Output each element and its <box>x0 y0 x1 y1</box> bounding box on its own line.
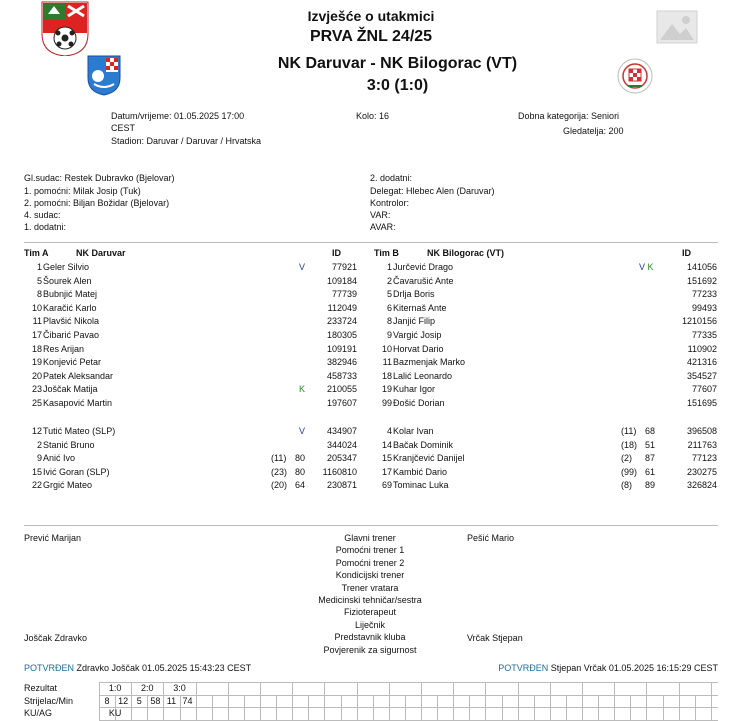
player-number: 10 <box>31 302 42 313</box>
player-number: 2 <box>386 275 392 286</box>
grid-line <box>324 682 325 720</box>
scorer-number-cell: 5 <box>136 696 142 706</box>
sub-minute: 87 <box>645 453 656 464</box>
player-name: Šourek Alen <box>43 275 92 286</box>
player-number: 17 <box>31 330 42 340</box>
player-row <box>374 315 717 328</box>
sub-replaced: (20) <box>271 480 288 491</box>
player-row <box>24 370 357 383</box>
player-id: 112049 <box>327 302 357 313</box>
player-number: 14 <box>381 439 392 450</box>
staff-role-label: Fizioterapeut <box>343 607 397 618</box>
grid-line <box>228 682 229 720</box>
scoring-label-result: Rezultat <box>24 683 58 693</box>
player-name: Konjević Petar <box>43 357 102 368</box>
player-id: 233724 <box>326 316 357 327</box>
player-number: 99 <box>381 398 392 408</box>
scorer-number-cell: 8 <box>104 696 110 706</box>
grid-line <box>341 695 342 720</box>
team-a-club-rep: Joščak Zdravko <box>24 633 88 643</box>
player-name: Kiternaš Ante <box>393 302 447 313</box>
player-name: Grgić Mateo <box>43 480 93 491</box>
player-name: Geler Silvio <box>43 262 90 272</box>
scoring-label-scorer: Strijelac/Min <box>24 696 74 706</box>
player-number: 6 <box>386 302 392 313</box>
player-number: 9 <box>386 330 392 340</box>
player-number: 19 <box>31 357 42 368</box>
player-number: 11 <box>382 357 392 368</box>
player-row <box>374 302 717 315</box>
player-row <box>24 288 357 301</box>
grid-line <box>711 682 712 720</box>
player-row <box>374 343 717 356</box>
player-id: 77123 <box>691 453 717 464</box>
scorer-minute-cell: 74 <box>182 696 193 706</box>
player-id: 421316 <box>686 357 717 368</box>
sub-replaced: (2) <box>621 453 632 464</box>
player-number: 10 <box>381 343 392 354</box>
staff-role-label: Kondicijski trener <box>335 570 405 581</box>
grid-line <box>244 695 245 720</box>
confirm-text: Zdravko Joščak 01.05.2025 15:43:23 CEST <box>76 663 252 673</box>
document-title: Izvješće o utakmici <box>307 8 435 24</box>
team-a-head-coach: Prević Marijan <box>24 533 82 543</box>
player-id: 110902 <box>687 343 717 354</box>
team-b-confirmation <box>498 662 718 675</box>
player-name: Plavšić Nikola <box>43 316 100 327</box>
player-row <box>24 397 357 410</box>
result-cell: 1:0 <box>108 683 122 693</box>
official-additional-1: 1. dodatni: <box>24 222 67 232</box>
player-name: Tutić Mateo (SLP) <box>43 426 116 436</box>
player-number: 22 <box>31 480 42 491</box>
player-row <box>374 356 717 369</box>
player-name: Ivić Goran (SLP) <box>43 466 110 477</box>
grid-line <box>550 682 551 720</box>
player-row <box>374 275 717 288</box>
grid-line <box>405 695 406 720</box>
team-b-label: Tim B <box>374 248 399 258</box>
team-b-club-rep: Vrčak Stjepan <box>467 633 523 643</box>
player-number: 4 <box>386 426 392 436</box>
player-number: 19 <box>381 384 392 395</box>
player-number: 18 <box>31 343 42 354</box>
player-name: Karačić Karlo <box>43 302 97 313</box>
player-number: 8 <box>386 316 392 327</box>
staff-role-label: Predstavnik kluba <box>334 632 406 643</box>
scorer-minute-cell: 12 <box>118 696 129 706</box>
grid-line <box>598 695 599 720</box>
player-number: 8 <box>36 289 42 300</box>
grid-line <box>212 695 213 720</box>
age-category: Dobna kategorija: Seniori <box>518 111 620 121</box>
player-row <box>24 315 357 328</box>
sub-row <box>24 425 357 438</box>
player-number: 17 <box>381 466 392 477</box>
player-badge: V <box>299 262 306 272</box>
player-number: 5 <box>36 275 42 286</box>
grid-line <box>502 695 503 720</box>
sub-row <box>374 439 717 452</box>
player-id: 197607 <box>326 398 357 408</box>
player-number: 25 <box>31 398 42 408</box>
grid-line <box>582 682 583 720</box>
player-row <box>374 397 717 410</box>
sub-replaced: (99) <box>621 466 638 477</box>
player-id: 210055 <box>326 384 357 395</box>
sub-row <box>374 452 717 465</box>
player-name: Vargić Josip <box>393 330 442 340</box>
grid-line <box>453 682 454 720</box>
grid-line <box>534 695 535 720</box>
player-id: 77739 <box>331 289 357 300</box>
grid-line <box>357 682 358 720</box>
staff-role-label: Pomoćni trener 2 <box>335 557 405 568</box>
grid-line <box>421 682 422 720</box>
player-badge: K <box>299 384 306 395</box>
sub-minute: 80 <box>295 466 306 477</box>
player-id: 354527 <box>686 370 717 381</box>
player-number: 2 <box>36 439 42 450</box>
sub-row <box>24 439 357 452</box>
grid-line <box>276 695 277 720</box>
player-id: 230275 <box>686 466 717 477</box>
team-b-id-header: ID <box>682 248 691 258</box>
player-badge: V <box>299 426 306 436</box>
player-id: 1210156 <box>681 316 717 327</box>
staff-role-label: Povjerenik za sigurnost <box>323 644 417 655</box>
player-name: Kuhar Igor <box>393 384 436 395</box>
grid-line <box>485 682 486 720</box>
player-id: 180305 <box>326 330 357 340</box>
grid-line <box>260 682 261 720</box>
official-assistant-1: 1. pomoćni: Milak Josip (Tuk) <box>24 186 141 196</box>
player-name: Tominac Luka <box>393 480 449 491</box>
confirm-status: POTVRĐEN <box>24 663 75 673</box>
player-row <box>374 288 717 301</box>
player-row <box>24 343 357 356</box>
scorer-minute-cell: 58 <box>150 696 161 706</box>
player-id: 205347 <box>326 453 357 464</box>
player-id: 77607 <box>691 384 717 395</box>
sub-row <box>24 479 357 492</box>
team-a-confirmation <box>24 662 251 675</box>
player-row <box>374 329 717 342</box>
official-additional-2: 2. dodatni: <box>370 173 413 183</box>
player-name: Joščak Matija <box>43 384 98 395</box>
official-controller: Kontrolor: <box>370 198 410 208</box>
player-name: Jurčević Drago <box>393 262 454 272</box>
grid-line <box>646 682 647 720</box>
scoring-label-ku: KU/AG <box>24 708 53 718</box>
sub-row <box>24 466 357 479</box>
player-number: 23 <box>31 384 42 395</box>
grid-line <box>566 695 567 720</box>
match-score: 3:0 (1:0) <box>366 77 429 94</box>
grid-line <box>99 707 718 708</box>
player-name: Anić Ivo <box>43 453 76 464</box>
captain-k-badge: K <box>647 262 654 272</box>
grid-line <box>614 682 615 720</box>
player-name: Res Arijan <box>43 343 85 354</box>
player-number: 15 <box>381 453 392 464</box>
confirm-text: Stjepan Vrčak 01.05.2025 16:15:29 CEST <box>550 663 718 673</box>
sub-replaced: (11) <box>621 426 637 436</box>
staff-role-label: Trener vratara <box>341 582 399 593</box>
player-id: 109191 <box>326 343 357 354</box>
match-round: Kolo: 16 <box>356 111 390 121</box>
player-id: 434907 <box>326 426 357 436</box>
staff-role-label: Pomoćni trener 1 <box>335 545 405 556</box>
player-name: Patek Aleksandar <box>43 370 114 381</box>
sub-minute: 51 <box>645 439 656 450</box>
grid-line <box>389 682 390 720</box>
player-number: 69 <box>381 480 392 491</box>
player-name: Kambić Dario <box>393 466 448 477</box>
player-name: Čavarušić Ante <box>393 275 454 286</box>
sub-row <box>374 479 717 492</box>
player-id: 344024 <box>326 439 357 450</box>
grid-line <box>695 695 696 720</box>
player-row <box>374 370 717 383</box>
player-row <box>24 275 357 288</box>
player-id: 77233 <box>691 289 717 300</box>
team-a-label: Tim A <box>24 248 49 258</box>
grid-line <box>630 695 631 720</box>
player-row <box>374 383 717 396</box>
player-id: 458733 <box>326 370 357 381</box>
divider <box>24 242 718 243</box>
player-row <box>24 302 357 315</box>
player-name: Kasapović Martin <box>43 398 113 408</box>
player-name: Stanić Bruno <box>43 439 95 450</box>
grid-line <box>469 695 470 720</box>
grid-line <box>308 695 309 720</box>
player-id: 77335 <box>691 330 717 340</box>
player-name: Lalić Leonardo <box>393 370 453 381</box>
official-assistant-2: 2. pomoćni: Biljan Božidar (Bjelovar) <box>24 198 170 208</box>
sub-replaced: (23) <box>271 466 288 477</box>
player-row <box>374 261 717 274</box>
sub-replaced: (8) <box>621 480 632 491</box>
player-number: 20 <box>31 370 42 381</box>
player-row <box>24 329 357 342</box>
league-title: PRVA ŽNL 24/25 <box>309 28 433 45</box>
grid-line <box>518 682 519 720</box>
scorer-number-cell: 11 <box>166 696 177 706</box>
player-name: Janjić Filip <box>393 316 436 327</box>
player-name: Kolar Ivan <box>393 426 434 436</box>
player-id: 141056 <box>686 262 717 272</box>
player-id: 326824 <box>686 480 717 491</box>
official-var: VAR: <box>370 210 391 220</box>
sub-minute: 80 <box>295 453 306 464</box>
player-badge <box>639 261 654 274</box>
player-name: Horvat Dario <box>393 343 444 354</box>
official-delegate: Delegat: Hlebec Alen (Daruvar) <box>370 186 495 196</box>
sub-replaced: (18) <box>621 439 638 450</box>
player-number: 18 <box>381 370 392 381</box>
player-id: 230871 <box>326 480 357 491</box>
player-name: Đošić Dorian <box>393 398 445 408</box>
grid-line <box>663 695 664 720</box>
match-timezone: CEST <box>111 123 136 133</box>
player-number: 11 <box>32 316 42 327</box>
player-id: 396508 <box>686 426 717 436</box>
staff-role-label: Glavni trener <box>344 533 396 543</box>
team-a-name: NK Daruvar <box>76 248 126 258</box>
grid-line <box>679 682 680 720</box>
sub-minute: 61 <box>645 466 656 477</box>
grid-line <box>373 695 374 720</box>
player-name: Bubnjić Matej <box>43 289 98 300</box>
grid-line <box>292 682 293 720</box>
divider <box>24 525 718 526</box>
player-row <box>24 383 357 396</box>
match-stadium: Stadion: Daruvar / Daruvar / Hrvatska <box>111 136 262 146</box>
player-row <box>24 356 357 369</box>
player-number: 9 <box>36 453 42 464</box>
sub-replaced: (11) <box>271 453 287 464</box>
sub-minute: 89 <box>645 480 656 491</box>
grid-line <box>437 695 438 720</box>
team-b-head-coach: Pešić Mario <box>467 533 515 543</box>
official-fourth: 4. sudac: <box>24 210 61 220</box>
player-id: 151695 <box>686 398 717 408</box>
player-name: Kranjčević Danijel <box>393 453 465 464</box>
player-id: 77921 <box>331 262 357 272</box>
player-id: 99493 <box>691 302 717 313</box>
player-name: Bačak Dominik <box>393 439 454 450</box>
player-name: Bazmenjak Marko <box>393 357 466 368</box>
staff-role-label: Liječnik <box>354 619 385 630</box>
grid-line <box>196 682 197 720</box>
player-id: 151692 <box>686 275 717 286</box>
official-main-referee: Gl.sudac: Restek Dubravko (Bjelovar) <box>24 173 175 183</box>
official-avar: AVAR: <box>370 222 396 232</box>
sub-row <box>24 452 357 465</box>
player-row <box>24 261 357 274</box>
player-name: Čibarić Pavao <box>43 330 100 340</box>
player-id: 1160810 <box>322 466 357 477</box>
player-number: 1 <box>386 262 392 272</box>
team-a-id-header: ID <box>332 248 341 258</box>
match-title: NK Daruvar - NK Bilogorac (VT) <box>277 55 518 72</box>
player-number: 15 <box>31 466 42 477</box>
captain-v-badge: V <box>639 262 648 272</box>
player-number: 1 <box>36 262 42 272</box>
ku-cell: KU <box>108 708 122 718</box>
result-cell: 3:0 <box>173 683 186 693</box>
player-name: Drlja Boris <box>393 289 435 300</box>
player-id: 211763 <box>687 439 717 450</box>
player-id: 382946 <box>326 357 357 368</box>
player-number: 12 <box>31 426 42 436</box>
sub-row <box>374 425 717 438</box>
sub-minute: 68 <box>645 426 656 436</box>
player-id: 109184 <box>326 275 357 286</box>
staff-role-label: Medicinski tehničar/sestra <box>318 595 422 605</box>
team-b-name: NK Bilogorac (VT) <box>427 248 505 258</box>
sub-row <box>374 466 717 479</box>
result-cell: 2:0 <box>141 683 154 693</box>
sub-minute: 64 <box>295 480 306 491</box>
player-number: 5 <box>386 289 392 300</box>
confirm-status: POTVRĐEN <box>498 663 549 673</box>
match-datetime: Datum/vrijeme: 01.05.2025 17:00 <box>111 111 245 121</box>
attendance: Gledatelja: 200 <box>563 126 624 136</box>
